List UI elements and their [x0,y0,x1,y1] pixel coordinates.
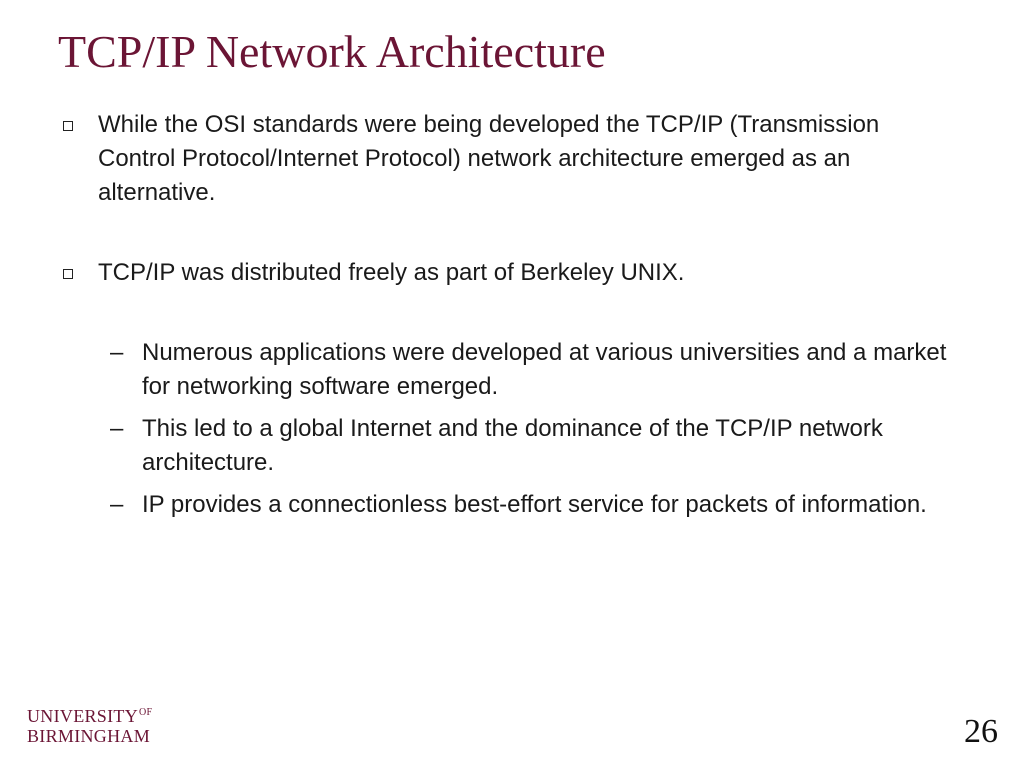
sub-bullet-text: This led to a global Internet and the dominance of the TCP/IP network architecture. [142,415,883,476]
sub-bullet-item [60,336,960,404]
hollow-square-bullet-icon [63,121,73,131]
bullet-item [60,256,960,290]
dash-bullet-icon: – [110,491,124,518]
sub-bullet-text: IP provides a connectionless best-effort service for packets of information. [142,491,927,518]
logo-line-1 [27,707,152,725]
slide-title: TCP/IP Network Architecture [58,26,606,77]
sub-bullet-text: Numerous applications were developed at various universities and a market for networking software emerged. [142,339,947,400]
hollow-square-bullet-icon [63,269,73,279]
logo-university-text: UNIVERSITY [27,706,138,726]
slide-body [60,108,960,522]
page-number: 26 [964,713,998,750]
sub-bullet-item [60,488,960,522]
bullet-text: TCP/IP was distributed freely as part of Berkeley UNIX. [98,259,685,286]
dash-bullet-icon: – [110,339,124,366]
university-logo [27,707,152,745]
logo-of-text: OF [139,707,153,718]
bullet-item [60,108,960,210]
bullet-text: While the OSI standards were being developed the TCP/IP (Transmission Control Protocol/Internet Protocol) network architecture emerged as an alternative. [98,111,880,206]
dash-bullet-icon: – [110,415,124,442]
logo-birmingham-text: BIRMINGHAM [27,726,151,746]
sub-bullet-item [60,412,960,480]
